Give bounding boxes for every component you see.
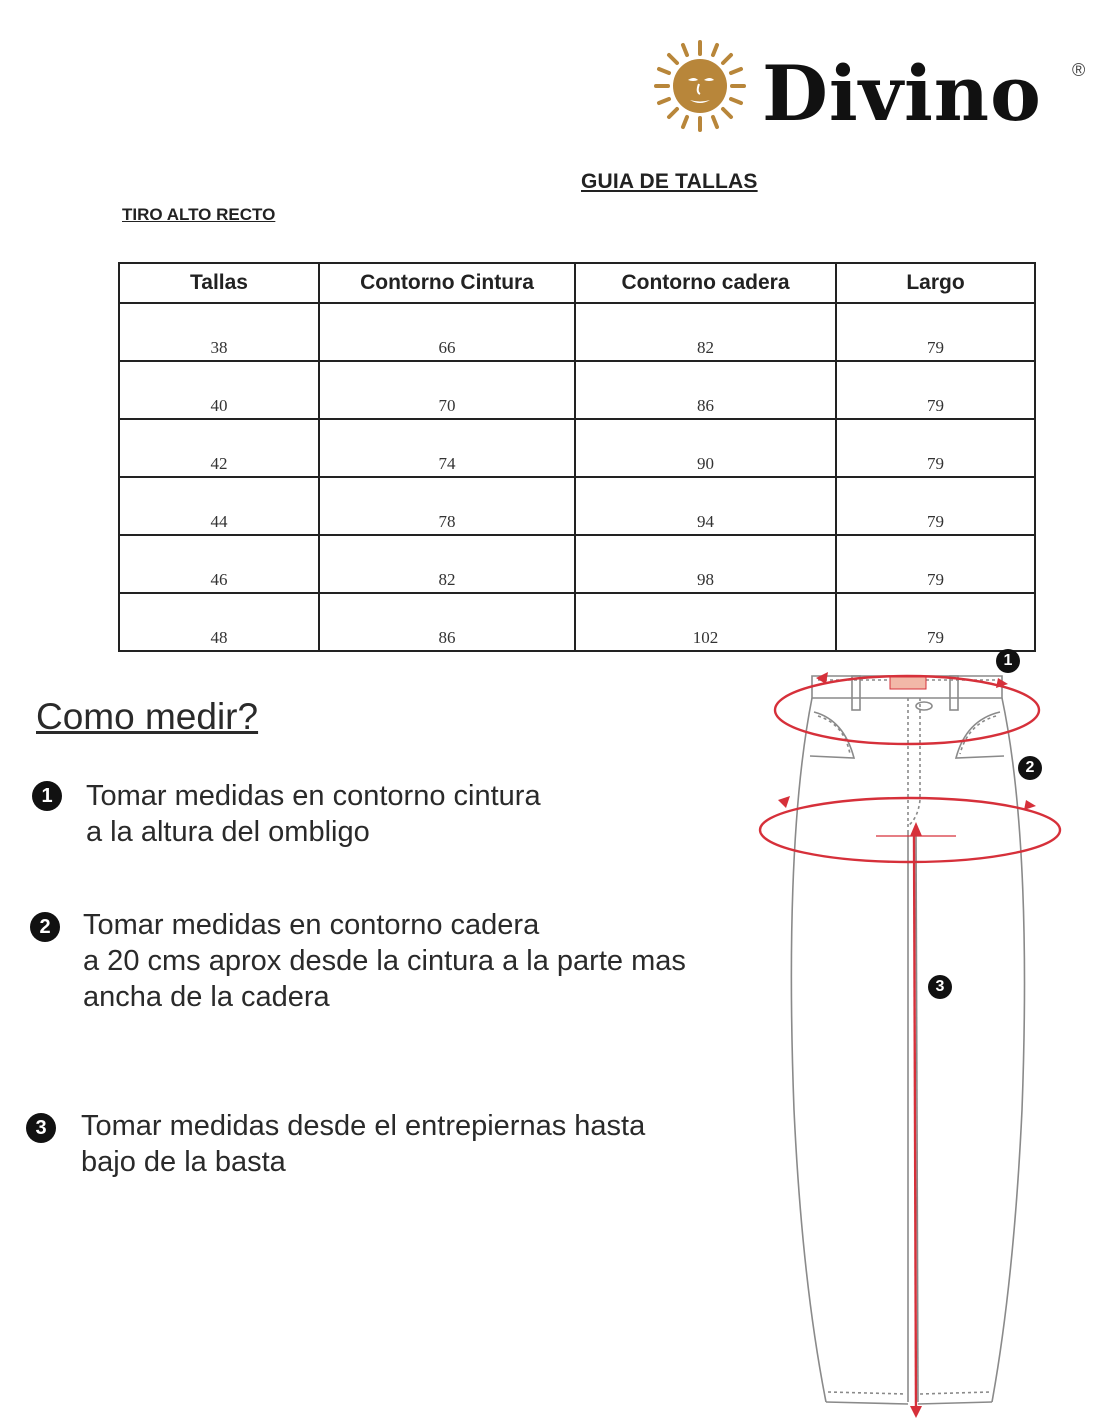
- column-header: Contorno Cintura: [319, 263, 575, 303]
- how-to-measure-title: Como medir?: [36, 696, 259, 737]
- table-cell: 90: [575, 419, 836, 477]
- step-line: ancha de la cadera: [83, 981, 330, 1013]
- table-row: [119, 477, 1035, 535]
- table-cell: 78: [319, 477, 575, 535]
- sun-face-icon: [650, 36, 750, 136]
- table-row: [119, 535, 1035, 593]
- table-cell: 79: [836, 303, 1035, 361]
- column-header: Largo: [836, 263, 1035, 303]
- size-table: [118, 262, 1036, 652]
- table-cell: 94: [575, 477, 836, 535]
- diagram-marker-2: 2: [1018, 756, 1042, 780]
- model-title: TIRO ALTO RECTO: [122, 205, 276, 224]
- table-cell: 79: [836, 477, 1035, 535]
- table-cell: 79: [836, 361, 1035, 419]
- table-row: [119, 303, 1035, 361]
- table-cell: 102: [575, 593, 836, 651]
- jeans-outline-illustration: [740, 640, 1070, 1420]
- brand-logo: [650, 36, 1100, 136]
- table-cell: 44: [119, 477, 319, 535]
- step-line: Tomar medidas desde el entrepiernas hasta: [81, 1110, 646, 1142]
- table-cell: 66: [319, 303, 575, 361]
- step-text: [86, 778, 541, 850]
- step-number-badge: 1: [32, 781, 62, 811]
- step-text: [81, 1108, 645, 1180]
- table-header-row: [119, 263, 1035, 303]
- step-line: Tomar medidas en contorno cintura: [86, 780, 541, 812]
- step-line: Tomar medidas en contorno cadera: [83, 909, 540, 941]
- table-cell: 48: [119, 593, 319, 651]
- table-cell: 79: [836, 535, 1035, 593]
- guide-title: GUIA DE TALLAS: [581, 170, 758, 193]
- jeans-measurement-diagram: [740, 640, 1070, 1420]
- column-header: Tallas: [119, 263, 319, 303]
- table-cell: 40: [119, 361, 319, 419]
- step-number-badge: 2: [30, 912, 60, 942]
- table-row: [119, 419, 1035, 477]
- table-cell: 86: [319, 593, 575, 651]
- step-text: [83, 907, 686, 1015]
- table-cell: 82: [575, 303, 836, 361]
- table-cell: 82: [319, 535, 575, 593]
- table-cell: 79: [836, 593, 1035, 651]
- table-cell: 46: [119, 535, 319, 593]
- table-cell: 42: [119, 419, 319, 477]
- brand-name: Divino: [762, 49, 1042, 138]
- step-line: a la altura del ombligo: [86, 816, 370, 848]
- table-cell: 74: [319, 419, 575, 477]
- step-line: a 20 cms aprox desde la cintura a la parte mas: [83, 945, 686, 977]
- column-header: Contorno cadera: [575, 263, 836, 303]
- table-cell: 70: [319, 361, 575, 419]
- table-cell: 79: [836, 419, 1035, 477]
- diagram-marker-3: 3: [928, 975, 952, 999]
- diagram-marker-1: 1: [996, 649, 1020, 673]
- step-line: bajo de la basta: [81, 1146, 286, 1178]
- table-cell: 98: [575, 535, 836, 593]
- table-row: [119, 361, 1035, 419]
- registered-mark: ®: [1072, 60, 1086, 80]
- table-cell: 38: [119, 303, 319, 361]
- step-number-badge: 3: [26, 1113, 56, 1143]
- table-cell: 86: [575, 361, 836, 419]
